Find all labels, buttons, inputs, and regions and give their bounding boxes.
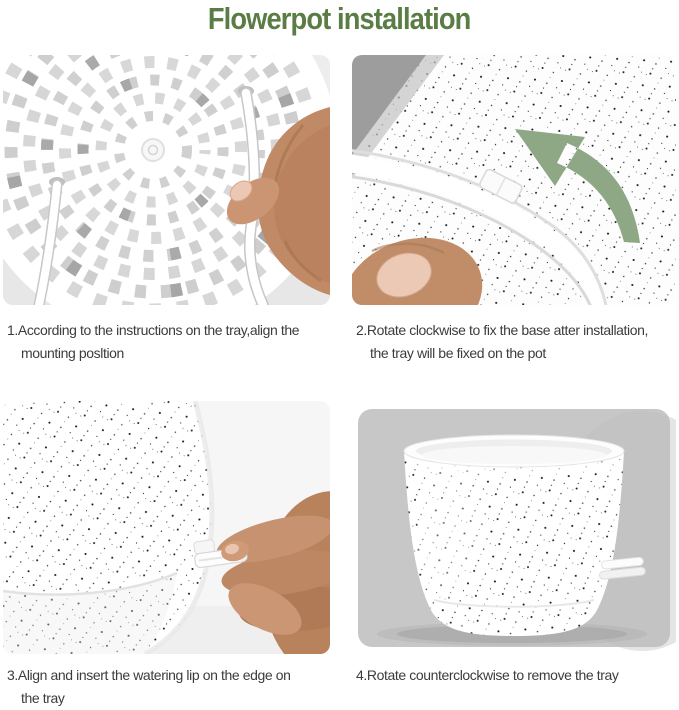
- step1-photo: [3, 55, 330, 305]
- caption-line: 2.Rotate clockwise to fix the base atter installation,: [356, 322, 649, 338]
- step1-illustration: [3, 55, 330, 305]
- step3-caption: [3, 664, 330, 710]
- page-title: Flowerpot installation: [208, 1, 471, 36]
- caption-line: 4.Rotate counterclockwise to remove the tray: [356, 667, 619, 683]
- caption-line: 1.According to the instructions on the tray,align the: [7, 322, 300, 338]
- step3-photo: [3, 401, 330, 654]
- flowerpot: [404, 435, 624, 636]
- step1-caption: [3, 319, 330, 401]
- step2-illustration: [352, 55, 676, 305]
- caption-line: the tray will be fixed on the pot: [370, 345, 546, 361]
- caption-line: mounting posltion: [21, 345, 124, 361]
- steps-grid: [3, 55, 676, 710]
- step2-caption: [352, 319, 676, 401]
- flowerpot-side: [3, 401, 212, 654]
- step4-caption: [352, 664, 676, 710]
- caption-line: 3.Align and insert the watering lip on the edge on: [7, 667, 291, 683]
- step4-illustration: [352, 401, 676, 654]
- step2-photo: [352, 55, 676, 305]
- header: [0, 0, 679, 55]
- pot-rim: [404, 435, 624, 467]
- caption-line: the tray: [21, 690, 65, 706]
- tray-center-emblem: [142, 139, 164, 161]
- step3-illustration: [3, 401, 330, 654]
- step4-photo: [352, 401, 676, 654]
